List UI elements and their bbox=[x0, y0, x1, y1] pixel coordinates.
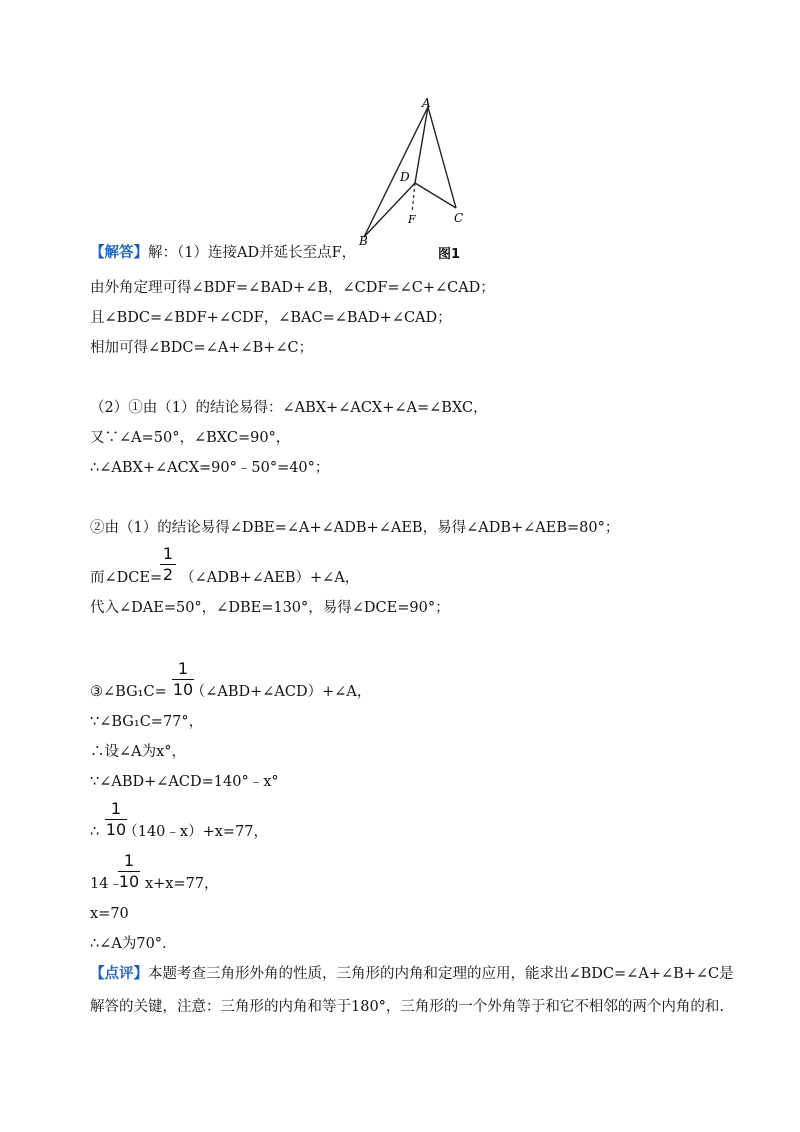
comment-line-2: 解答的关键，注意：三角形的内角和等于180°，三角形的一个外角等于和它不相邻的两个内角的和. bbox=[90, 999, 725, 1015]
part2-line-3: ∴∠ABX+∠ACX=90°﹣50°=40°； bbox=[90, 460, 330, 476]
solution-line-2: 由外角定理可得∠BDF=∠BAD+∠B，∠CDF=∠C+∠CAD； bbox=[90, 280, 495, 296]
fraction-tenth-1: 1 10 bbox=[172, 659, 194, 699]
solution-tag: 【解答】 bbox=[90, 244, 148, 261]
fraction-tenth-3: 1 10 bbox=[118, 851, 140, 891]
edge-DF-dashed bbox=[412, 183, 415, 213]
part2c-line-5: ∴ （140﹣x）+x=77， bbox=[90, 824, 269, 840]
part2c-line-8: ∴∠A为70°. bbox=[90, 936, 167, 952]
part2b-line-3: 代入∠DAE=50°，∠DBE=130°，易得∠DCE=90°； bbox=[90, 600, 450, 616]
part2c-line-3: ∴设∠A为x°， bbox=[90, 744, 187, 760]
part2-line-1: （2）①由（1）的结论易得：∠ABX+∠ACX+∠A=∠BXC， bbox=[90, 400, 488, 416]
figure-caption: 图1 bbox=[438, 247, 461, 262]
solution-line-1: 【解答】解：（1）连接AD并延长至点F， bbox=[90, 244, 357, 261]
triangle-figure bbox=[350, 95, 480, 245]
fraction-tenth-2: 1 10 bbox=[105, 799, 127, 839]
label-C: C bbox=[454, 211, 464, 225]
part2c-line-1: ③∠BG₁C= （∠ABD+∠ACD）+∠A， bbox=[90, 684, 372, 700]
part2c-line-2: ∵∠BG₁C=77°， bbox=[90, 714, 204, 730]
edge-AD bbox=[415, 107, 428, 183]
part2b-line-2: 而∠DCE= （∠ADB+∠AEB）+∠A， bbox=[90, 570, 360, 586]
label-B: B bbox=[359, 234, 368, 245]
label-D: D bbox=[400, 170, 410, 184]
fraction-half: 1 2 bbox=[160, 545, 176, 584]
part2-line-2: 又∵∠A=50°，∠BXC=90°， bbox=[90, 430, 291, 446]
part2c-line-7: x=70 bbox=[90, 906, 129, 922]
part2c-line-4: ∵∠ABD+∠ACD=140°﹣x° bbox=[90, 774, 279, 790]
label-F: F bbox=[408, 213, 416, 226]
edge-AB bbox=[364, 107, 428, 237]
part2c-line-6: 14﹣ x+x=77， bbox=[90, 876, 219, 892]
label-A: A bbox=[422, 96, 431, 110]
solution-line-3: 且∠BDC=∠BDF+∠CDF，∠BAC=∠BAD+∠CAD； bbox=[90, 310, 452, 326]
comment-tag: 【点评】 bbox=[90, 965, 148, 982]
solution-line-4: 相加可得∠BDC=∠A+∠B+∠C； bbox=[90, 340, 314, 356]
edge-BD bbox=[364, 183, 415, 237]
comment-line-1: 【点评】本题考查三角形外角的性质，三角形的内角和定理的应用，能求出∠BDC=∠A+∠B+∠C是 bbox=[90, 965, 734, 982]
part2b-line-1: ②由（1）的结论易得∠DBE=∠A+∠ADB+∠AEB，易得∠ADB+∠AEB=80°； bbox=[90, 520, 620, 536]
triangle-diagram bbox=[350, 95, 480, 245]
